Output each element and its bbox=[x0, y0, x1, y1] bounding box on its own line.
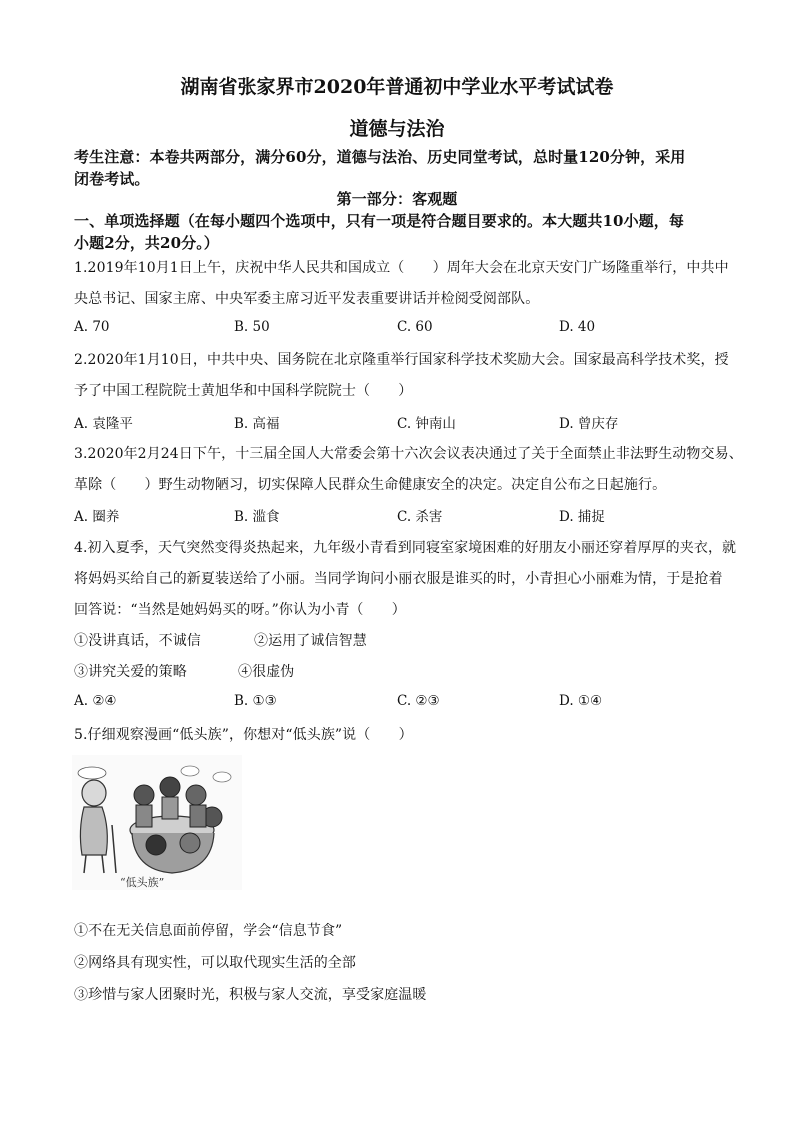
q4-statement-3: ③讲究关爱的策略 bbox=[74, 664, 187, 680]
q2-option-d: D. 曾庆存 bbox=[559, 416, 619, 432]
q2-option-a: A. 袁隆平 bbox=[74, 416, 133, 432]
low-head-cartoon-image bbox=[72, 755, 242, 890]
q5-statement-3: ③珍惜与家人团聚时光，积极与家人交流，享受家庭温暖 bbox=[74, 987, 427, 1003]
q3-option-d: D. 捕捉 bbox=[559, 509, 605, 525]
q3-option-a: A. 圈养 bbox=[74, 509, 120, 525]
q5-line-1: 5.仔细观察漫画“低头族”，你想对“低头族”说（ ） bbox=[74, 727, 413, 743]
q1-option-d: D. 40 bbox=[559, 319, 596, 335]
q4-option-b: B. ①③ bbox=[234, 693, 277, 709]
q3-option-b: B. 滥食 bbox=[234, 509, 280, 525]
q1-line-1: 1.2019年10月1日上午，庆祝中华人民共和国成立（ ）周年大会在北京天安门广场隆重举行，中共中 bbox=[74, 260, 729, 276]
q1-option-c: C. 60 bbox=[397, 319, 433, 335]
q3-option-c: C. 杀害 bbox=[397, 509, 443, 525]
notice-line-2: 闭卷考试。 bbox=[74, 170, 150, 188]
q3-line-2: 革除（ ）野生动物陋习，切实保障人民群众生命健康安全的决定。决定自公布之日起施行。 bbox=[74, 477, 667, 493]
q1-option-b: B. 50 bbox=[234, 319, 270, 335]
subject-title: 道德与法治 bbox=[349, 118, 445, 140]
cartoon-caption: “低头族” bbox=[120, 876, 165, 889]
q4-option-d: D. ①④ bbox=[559, 693, 603, 709]
q3-line-1: 3.2020年2月24日下午，十三届全国人大常委会第十六次会议表决通过了关于全面禁止非法野生动物交易、 bbox=[74, 446, 743, 462]
q1-line-2: 央总书记、国家主席、中央军委主席习近平发表重要讲话并检阅受阅部队。 bbox=[74, 291, 540, 307]
q5-statement-2: ②网络具有现实性，可以取代现实生活的全部 bbox=[74, 955, 356, 971]
q4-option-a: A. ②④ bbox=[74, 693, 117, 709]
q4-statement-2: ②运用了诚信智慧 bbox=[254, 633, 367, 649]
part-title: 第一部分：客观题 bbox=[336, 190, 458, 208]
q4-statement-4: ④很虚伪 bbox=[238, 664, 295, 680]
cartoon-illustration bbox=[72, 755, 242, 890]
q2-option-c: C. 钟南山 bbox=[397, 416, 456, 432]
notice-line-1: 考生注意：本卷共两部分，满分60分，道德与法治、历史同堂考试，总时量120分钟，采用 bbox=[74, 148, 686, 166]
q4-line-1: 4.初入夏季，天气突然变得炎热起来，九年级小青看到同寝室家境困难的好朋友小丽还穿着厚厚的夹衣，就 bbox=[74, 540, 737, 556]
exam-title: 湖南省张家界市2020年普通初中学业水平考试试卷 bbox=[180, 76, 614, 98]
section-line-2: 小题2分，共20分。） bbox=[74, 234, 219, 252]
q4-line-2: 将妈妈买给自己的新夏装送给了小丽。当同学询问小丽衣服是谁买的时，小青担心小丽难为情，于是抢着 bbox=[74, 571, 723, 587]
q4-statement-1: ①没讲真话，不诚信 bbox=[74, 633, 201, 649]
q2-line-1: 2.2020年1月10日，中共中央、国务院在北京隆重举行国家科学技术奖励大会。国家最高科学技术奖，授 bbox=[74, 352, 729, 368]
q1-option-a: A. 70 bbox=[74, 319, 110, 335]
q4-line-3: 回答说：“当然是她妈妈买的呀。”你认为小青（ ） bbox=[74, 602, 406, 618]
q4-option-c: C. ②③ bbox=[397, 693, 440, 709]
q5-statement-1: ①不在无关信息面前停留，学会“信息节食” bbox=[74, 923, 343, 939]
q2-option-b: B. 高福 bbox=[234, 416, 280, 432]
section-line-1: 一、单项选择题（在每小题四个选项中，只有一项是符合题目要求的。本大题共10小题，每 bbox=[74, 212, 684, 230]
q2-line-2: 予了中国工程院院士黄旭华和中国科学院院士（ ） bbox=[74, 383, 413, 399]
